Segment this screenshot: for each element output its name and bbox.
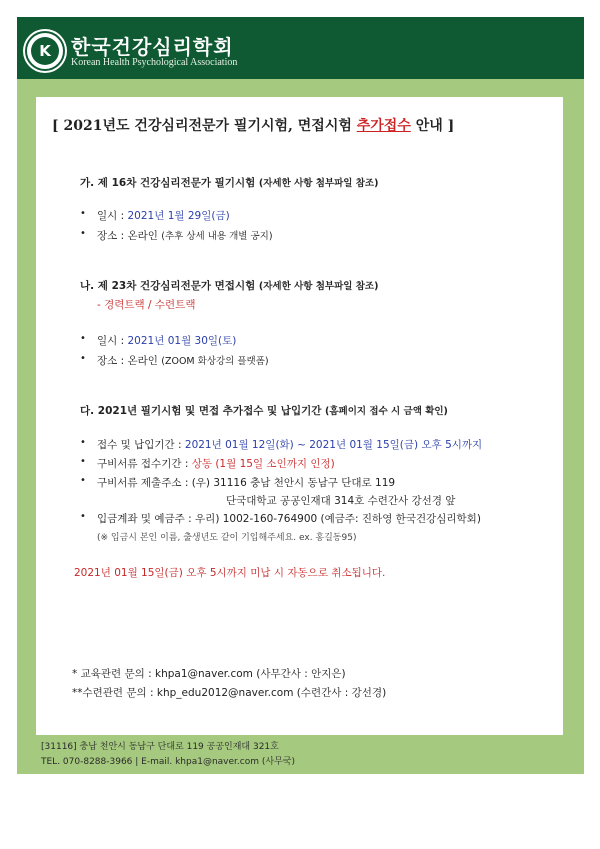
section-a-heading	[80, 175, 378, 190]
section-a-place-label: 장소 : 온라인	[97, 230, 162, 242]
section-a-date-value: 2021년 1월 29일(금)	[127, 210, 230, 222]
section-c-heading	[80, 403, 448, 418]
section-b-place-note: (ZOOM 화상강의 플랫폼)	[161, 356, 269, 367]
association-logo	[25, 31, 65, 71]
section-a-heading-text: 가. 제 16차 건강심리전문가 필기시험	[80, 177, 256, 189]
bullet-icon: •	[80, 228, 86, 239]
bullet-icon: •	[80, 511, 86, 522]
bullet-icon: •	[80, 353, 86, 364]
deadline-warning: 2021년 01월 15일(금) 오후 5시까지 미납 시 자동으로 취소됩니다.	[74, 567, 386, 579]
letterhead-header	[17, 17, 584, 79]
section-b-place-label: 장소 : 온라인	[97, 355, 162, 367]
section-c-docs-address-line2: 단국대학교 공공인재대 314호 수련간사 강선경 앞	[226, 495, 456, 507]
education-contact: * 교육관련 문의 : khpa1@naver.com (사무간사 : 안지은)	[72, 668, 346, 680]
section-c-heading-text: 다. 2021년 필기시험 및 면접 추가접수 및 납입기간	[80, 405, 322, 417]
section-b-heading-note: (자세한 사항 첨부파일 참조)	[258, 281, 379, 292]
section-b-tracks: - 경력트랙 / 수련트랙	[97, 299, 196, 311]
notice-title-prefix: [ 2021년도 건강심리전문가 필기시험, 면접시험	[52, 118, 357, 134]
section-c-docs-period-value: 상동 (1월 15일 소인까지 인정)	[191, 458, 335, 470]
section-c-heading-note: (홈페이지 접수 시 금액 확인)	[325, 406, 448, 417]
section-a-heading-note: (자세한 사항 첨부파일 참조)	[258, 178, 379, 189]
section-c-account: 입금계좌 및 예금주 : 우리) 1002-160-764900 (예금주: 진하영 한국건강심리학회)	[97, 513, 481, 525]
section-a-date-label: 일시 :	[97, 210, 128, 222]
logo-mark: K	[31, 37, 59, 65]
association-name-korean: 한국건강심리학회	[71, 35, 234, 59]
section-b-heading-text: 나. 제 23차 건강심리전문가 면접시험	[80, 280, 256, 292]
section-a-place	[97, 228, 273, 243]
letterhead-footer	[17, 737, 584, 774]
footer-contact: TEL. 070-8288-3966 | E-mail. khpa1@naver.com (사무국)	[41, 757, 295, 767]
notice-title-accent: 추가접수	[356, 118, 411, 134]
section-c-docs-period-label: 구비서류 접수기간 :	[97, 458, 192, 470]
notice-title	[52, 115, 454, 135]
section-c-period	[97, 437, 482, 452]
section-b-place	[97, 353, 269, 368]
section-c-docs-period	[97, 456, 335, 471]
training-contact: **수련관련 문의 : khp_edu2012@naver.com (수련간사 : 강선경)	[72, 687, 387, 699]
bullet-icon: •	[80, 456, 86, 467]
section-b-date-label: 일시 :	[97, 335, 128, 347]
bullet-icon: •	[80, 475, 86, 486]
section-a-date	[97, 208, 230, 223]
association-name-english: Korean Health Psychological Association	[71, 57, 238, 68]
section-a-place-note: (추후 상세 내용 개별 공지)	[161, 231, 273, 242]
section-c-period-label: 접수 및 납입기간 :	[97, 439, 185, 451]
bullet-icon: •	[80, 437, 86, 448]
bullet-icon: •	[80, 208, 86, 219]
section-c-account-note: (※ 입금시 본인 이름, 출생년도 같이 기입해주세요. ex. 홍길동95)	[97, 533, 357, 543]
notice-title-suffix: 안내 ]	[410, 118, 455, 134]
section-b-date	[97, 333, 236, 348]
section-c-period-value: 2021년 01월 12일(화) ~ 2021년 01월 15일(금) 오후 5시까지	[184, 439, 483, 451]
bullet-icon: •	[80, 333, 86, 344]
section-b-date-value: 2021년 01월 30일(토)	[127, 335, 237, 347]
section-c-docs-address: 구비서류 제출주소 : (우) 31116 충남 천안시 동남구 단대로 119	[97, 477, 396, 489]
section-b-heading	[80, 278, 378, 293]
footer-address: [31116] 충남 천안시 동남구 단대로 119 공공인재대 321호	[41, 742, 279, 752]
